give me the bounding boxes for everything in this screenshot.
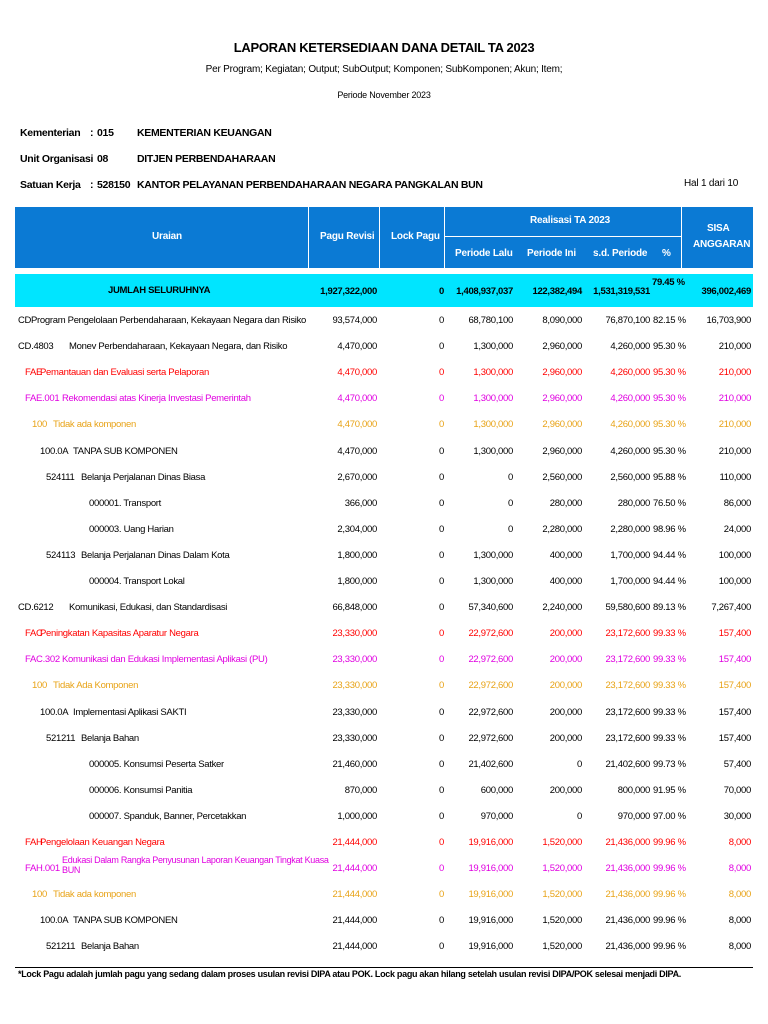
col-pagu: Pagu Revisi [320,231,375,242]
cell-sd: 2,560,000 [610,471,650,483]
cell-sisa: 210,000 [718,445,751,457]
cell-pagu: 66,848,000 [332,602,377,614]
cell-lalu: 19,916,000 [468,941,513,953]
col-sd-periode: s.d. Periode [593,248,648,259]
cell-ini: 200,000 [549,732,582,744]
meta-sep: : [90,127,94,139]
cell-lalu: 0 [508,523,513,535]
cell-sd: 4,260,000 [610,341,650,353]
cell-pct: 95.30 % [653,419,686,431]
col-lock: Lock Pagu [391,231,440,242]
cell-sd: 21,436,000 [605,837,650,848]
row-code: CD.4803 [18,341,54,353]
cell-ini: 400,000 [549,576,582,587]
cell-lock: 0 [439,654,444,666]
row-desc: TANPA SUB KOMPONEN [73,915,178,927]
row-code: CD.6212 [18,602,54,614]
cell-pct: 95.30 % [653,445,686,457]
cell-lalu: 970,000 [480,810,513,822]
row-desc: Komunikasi, Edukasi, dan Standardisasi [69,602,228,614]
table-row [0,726,768,752]
cell-lock: 0 [439,367,444,379]
cell-pct: 99.33 % [653,680,686,692]
cell-pct: 95.88 % [653,471,686,483]
col-periode-ini: Periode Ini [527,248,576,259]
cell-pagu: 4,470,000 [337,445,377,457]
table-row [0,882,768,908]
cell-sd: 23,172,600 [605,680,650,692]
row-desc: Belanja Bahan [81,732,139,744]
cell-sd: 1,700,000 [610,576,650,587]
cell-pagu: 1,800,000 [337,549,377,561]
cell-ini: 2,960,000 [542,393,582,405]
row-desc: Program Pengelolaan Perbendaharaan, Kekayaan Negara dan Risiko [31,315,307,326]
cell-pct: 99.33 % [653,732,686,744]
cell-pct: 99.96 % [653,941,686,953]
table-row [0,360,768,386]
cell-sd: 4,260,000 [610,445,650,457]
cell-sisa: 8,000 [728,941,751,953]
cell-pagu: 4,470,000 [337,367,377,379]
cell-lalu: 22,972,600 [468,732,513,744]
cell-pct: 99.33 % [653,628,686,640]
cell-sisa: 8,000 [728,837,751,848]
cell-ini: 2,280,000 [542,523,582,535]
col-realisasi: Realisasi TA 2023 [530,215,610,226]
cell-ini: 1,520,000 [542,889,582,901]
report-title: LAPORAN KETERSEDIAAN DANA DETAIL TA 2023 [233,40,535,55]
cell-lalu: 0 [508,471,513,483]
cell-ini: 0 [577,810,582,822]
cell-ini: 2,960,000 [542,367,582,379]
cell-sisa: 100,000 [718,576,751,587]
meta-sep: : [90,179,94,191]
table-row [0,334,768,360]
cell-sisa: 157,400 [718,680,751,692]
cell-sisa: 157,400 [718,654,751,666]
cell-lalu: 1,300,000 [473,419,513,431]
total-sd: 1,531,319,531 [593,286,650,297]
cell-sd: 23,172,600 [605,654,650,666]
cell-lalu: 600,000 [480,784,513,796]
table-row [0,908,768,934]
row-desc: Rekomendasi atas Kinerja Investasi Pemerintah [62,393,251,405]
cell-ini: 2,560,000 [542,471,582,483]
row-desc-cont: BUN [62,865,81,876]
cell-lock: 0 [439,419,444,431]
cell-ini: 280,000 [549,497,582,509]
col-sisa-2: ANGGARAN [693,239,751,250]
table-row [0,491,768,517]
cell-sd: 970,000 [617,810,650,822]
cell-pct: 98.96 % [653,523,686,535]
meta-code: 015 [97,127,114,139]
cell-sisa: 70,000 [723,784,751,796]
cell-lalu: 22,972,600 [468,654,513,666]
cell-lock: 0 [439,523,444,535]
cell-lock: 0 [439,863,444,875]
total-pagu: 1,927,322,000 [320,286,377,297]
row-desc: Implementasi Aplikasi SAKTI [73,706,187,718]
cell-sd: 23,172,600 [605,732,650,744]
row-desc: 000001. Transport [89,497,162,509]
cell-sd: 4,260,000 [610,419,650,431]
cell-pct: 99.33 % [653,654,686,666]
col-uraian: Uraian [152,231,182,242]
table-row [0,569,768,595]
table-row [0,595,768,621]
row-code: FAH [25,837,43,848]
cell-ini: 2,960,000 [542,341,582,353]
total-lalu: 1,408,937,037 [456,286,513,297]
cell-lock: 0 [439,549,444,561]
cell-sd: 21,402,600 [605,758,650,770]
cell-pagu: 23,330,000 [332,654,377,666]
total-pct: 79.45 % [652,277,685,288]
row-code: 521211 [46,941,76,953]
cell-sisa: 110,000 [719,471,751,483]
cell-pct: 97.00 % [653,810,686,822]
cell-sd: 21,436,000 [605,941,650,953]
cell-lalu: 0 [508,497,513,509]
cell-lock: 0 [439,393,444,405]
row-code: CD [18,315,32,326]
cell-pagu: 21,444,000 [332,837,377,848]
table-row [0,856,768,882]
table-row [0,830,768,856]
cell-sisa: 210,000 [718,367,751,379]
cell-lock: 0 [439,602,444,614]
cell-pagu: 21,444,000 [332,889,377,901]
cell-pagu: 23,330,000 [332,732,377,744]
cell-pagu: 366,000 [344,497,377,509]
cell-lalu: 19,916,000 [468,837,513,848]
report-subtitle: Per Program; Kegiatan; Output; SubOutput; Komponen; SubKomponen; Akun; Item; [205,64,563,75]
cell-sisa: 7,267,400 [711,602,751,614]
cell-lock: 0 [439,706,444,718]
cell-lalu: 22,972,600 [468,680,513,692]
cell-pct: 94.44 % [653,576,686,587]
cell-sisa: 157,400 [718,628,751,640]
meta-name: DITJEN PERBENDAHARAAN [137,153,276,165]
cell-pagu: 21,460,000 [332,758,377,770]
table-header [15,207,753,268]
cell-ini: 1,520,000 [542,863,582,875]
cell-pct: 95.30 % [653,367,686,379]
cell-lock: 0 [439,758,444,770]
cell-lalu: 57,340,600 [468,602,513,614]
row-code: FAH.001 [25,863,60,875]
cell-sd: 4,260,000 [610,393,650,405]
cell-lock: 0 [439,471,444,483]
table-row [0,465,768,491]
col-sisa-1: SISA [707,223,730,234]
cell-pagu: 1,800,000 [337,576,377,587]
cell-sisa: 16,703,900 [706,315,751,326]
cell-pagu: 93,574,000 [332,315,377,326]
table-row [0,439,768,465]
cell-ini: 8,090,000 [542,315,582,326]
cell-pct: 99.73 % [653,758,686,770]
cell-sisa: 86,000 [723,497,751,509]
cell-lock: 0 [439,628,444,640]
cell-lalu: 1,300,000 [473,445,513,457]
cell-ini: 2,240,000 [542,602,582,614]
cell-pct: 95.30 % [653,341,686,353]
cell-ini: 200,000 [549,654,582,666]
row-code: 524113 [46,549,76,561]
meta-label: Kementerian [20,127,81,139]
table-row [0,543,768,569]
cell-lock: 0 [439,941,444,953]
cell-lock: 0 [439,445,444,457]
cell-pct: 95.30 % [653,393,686,405]
cell-pct: 82.15 % [653,315,686,326]
cell-sd: 800,000 [617,784,650,796]
total-label: JUMLAH SELURUHNYA [108,285,211,296]
cell-lalu: 1,300,000 [473,576,513,587]
cell-pct: 99.96 % [653,889,686,901]
row-code: 100.0A [40,915,69,927]
cell-pct: 99.33 % [653,706,686,718]
table-row [0,752,768,778]
cell-lalu: 22,972,600 [468,706,513,718]
row-desc: Tidak Ada Komponen [53,680,139,692]
meta-name: KANTOR PELAYANAN PERBENDAHARAAN NEGARA PANGKALAN BUN [137,179,483,191]
row-desc: Pemantauan dan Evaluasi serta Pelaporan [40,367,209,379]
cell-sd: 1,700,000 [610,549,650,561]
row-desc: Belanja Perjalanan Dinas Biasa [81,471,206,483]
total-sisa: 396,002,469 [701,286,751,297]
cell-sisa: 8,000 [728,863,751,875]
cell-sd: 4,260,000 [610,367,650,379]
meta-label: Satuan Kerja [20,179,81,191]
cell-pagu: 4,470,000 [337,393,377,405]
cell-lalu: 19,916,000 [468,915,513,927]
table-row [0,517,768,543]
cell-pct: 99.96 % [653,915,686,927]
row-code: 100 [32,889,47,901]
cell-pagu: 21,444,000 [332,863,377,875]
cell-ini: 1,520,000 [542,915,582,927]
cell-sd: 280,000 [617,497,650,509]
cell-ini: 1,520,000 [542,941,582,953]
row-code: FAC [25,628,43,640]
row-desc: Belanja Perjalanan Dinas Dalam Kota [81,549,230,561]
row-code: FAE.001 [25,393,60,405]
cell-pagu: 2,304,000 [337,523,377,535]
cell-lock: 0 [439,915,444,927]
cell-pagu: 23,330,000 [332,706,377,718]
cell-sisa: 100,000 [718,549,751,561]
row-code: 524111 [46,471,75,483]
cell-ini: 0 [577,758,582,770]
cell-pct: 99.96 % [653,863,686,875]
col-pct: % [662,248,671,259]
cell-pagu: 4,470,000 [337,419,377,431]
cell-lalu: 19,916,000 [468,889,513,901]
table-row [0,308,768,334]
total-ini: 122,382,494 [532,286,582,297]
cell-pagu: 870,000 [344,784,377,796]
table-row [0,412,768,438]
cell-ini: 2,960,000 [542,419,582,431]
cell-pagu: 21,444,000 [332,941,377,953]
table-row [0,700,768,726]
row-code: 100.0A [40,706,69,718]
col-periode-lalu: Periode Lalu [455,248,513,259]
cell-sd: 59,580,600 [605,602,650,614]
row-desc: 000004. Transport Lokal [89,576,185,587]
cell-sisa: 210,000 [718,393,751,405]
cell-pagu: 1,000,000 [337,810,377,822]
row-code: 521211 [46,732,76,744]
row-desc: 000007. Spanduk, Banner, Percetakkan [89,810,247,822]
cell-sd: 21,436,000 [605,863,650,875]
report-period: Periode November 2023 [337,90,431,100]
cell-ini: 200,000 [549,628,582,640]
cell-lalu: 68,780,100 [468,315,513,326]
cell-pagu: 23,330,000 [332,680,377,692]
meta-code: 528150 [97,179,131,191]
row-code: FAE [25,367,43,379]
table-row [0,934,768,960]
cell-sisa: 24,000 [723,523,751,535]
row-desc: Tidak ada komponen [53,889,136,901]
cell-pct: 99.96 % [653,837,686,848]
cell-sisa: 8,000 [728,915,751,927]
cell-lalu: 1,300,000 [473,393,513,405]
row-code: 100 [32,680,47,692]
cell-sisa: 210,000 [718,419,751,431]
total-lock: 0 [439,286,444,297]
cell-lock: 0 [439,315,444,326]
cell-lock: 0 [439,732,444,744]
cell-lalu: 19,916,000 [468,863,513,875]
row-code: 100.0A [40,445,69,457]
page-indicator: Hal 1 dari 10 [684,178,739,189]
row-desc: 000003. Uang Harian [89,523,174,535]
cell-pagu: 21,444,000 [332,915,377,927]
row-desc: Peningkatan Kapasitas Aparatur Negara [40,628,199,640]
cell-ini: 200,000 [549,784,582,796]
cell-ini: 2,960,000 [542,445,582,457]
cell-ini: 1,520,000 [542,837,582,848]
row-desc: 000006. Konsumsi Panitia [89,784,193,796]
cell-sd: 2,280,000 [610,523,650,535]
cell-sisa: 157,400 [718,706,751,718]
cell-sisa: 157,400 [718,732,751,744]
row-desc: Monev Perbendaharaan, Kekayaan Negara, dan Risiko [69,341,288,353]
cell-sisa: 30,000 [723,810,751,822]
cell-lalu: 21,402,600 [468,758,513,770]
cell-pct: 76.50 % [653,497,686,509]
row-desc: Tidak ada komponen [53,419,136,431]
cell-lock: 0 [439,889,444,901]
cell-pagu: 2,670,000 [337,471,377,483]
cell-lalu: 22,972,600 [468,628,513,640]
cell-lock: 0 [439,810,444,822]
row-desc: TANPA SUB KOMPONEN [73,445,178,457]
cell-sd: 21,436,000 [605,915,650,927]
row-desc: Belanja Bahan [81,941,139,953]
row-desc: 000005. Konsumsi Peserta Satker [89,758,224,770]
cell-lalu: 1,300,000 [473,341,513,353]
cell-lock: 0 [439,784,444,796]
cell-sd: 23,172,600 [605,628,650,640]
cell-ini: 400,000 [549,549,582,561]
cell-lock: 0 [439,341,444,353]
footnote: *Lock Pagu adalah jumlah pagu yang sedang dalam proses usulan revisi DIPA atau POK. Lock pagu akan hilang setelah usulan revisi DIPA/POK selesai menjadi DIPA. [18,969,681,979]
row-desc: Edukasi Dalam Rangka Penyusunan Laporan Keuangan Tingkat Kuasa [62,855,329,866]
row-code: 100 [32,419,47,431]
cell-pagu: 23,330,000 [332,628,377,640]
total-row [15,274,753,307]
cell-ini: 200,000 [549,706,582,718]
cell-sisa: 57,400 [723,758,751,770]
cell-pagu: 4,470,000 [337,341,377,353]
table-row [0,647,768,673]
cell-sd: 76,870,100 [605,315,650,326]
row-desc: Pengelolaan Keuangan Negara [40,837,165,848]
cell-pct: 94.44 % [653,549,686,561]
cell-sd: 21,436,000 [605,889,650,901]
cell-sisa: 210,000 [718,341,751,353]
cell-sd: 23,172,600 [605,706,650,718]
table-row [0,804,768,830]
table-row [0,386,768,412]
table-row [0,621,768,647]
row-desc: Komunikasi dan Edukasi Implementasi Aplikasi (PU) [62,654,268,666]
cell-lalu: 1,300,000 [473,549,513,561]
footer-divider [15,967,753,968]
meta-label: Unit Organisasi [20,153,94,165]
row-code: FAC.302 [25,654,60,666]
table-row [0,673,768,699]
cell-pct: 91.95 % [653,784,686,796]
meta-code: 08 [97,153,109,165]
cell-ini: 200,000 [549,680,582,692]
cell-lock: 0 [439,837,444,848]
cell-lock: 0 [439,680,444,692]
cell-lalu: 1,300,000 [473,367,513,379]
cell-lock: 0 [439,497,444,509]
meta-name: KEMENTERIAN KEUANGAN [137,127,272,139]
cell-pct: 89.13 % [653,602,686,614]
cell-lock: 0 [439,576,444,587]
table-row [0,778,768,804]
cell-sisa: 8,000 [728,889,751,901]
